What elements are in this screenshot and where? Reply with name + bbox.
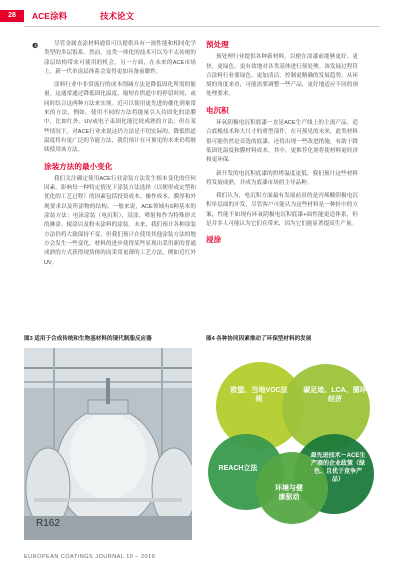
page-number: 28	[0, 10, 24, 22]
label-reach: REACH立法	[218, 465, 258, 472]
left-column	[44, 40, 196, 272]
right-paragraph-1: 预处理行业提供各种新材料，以便在涂漆前能够更好、更快、更绿色、更有效地对各类基体进行预处理。该发展过程符合涂料行业要绿色、更加清洁、控制更精确的发展趋势，从环境的角度来看，可能需要调整一些产品，更好地适应不同的预处理要求。	[206, 54, 358, 98]
figure3-caption: 图3 适用于合成传统和生物基材料的现代制脂反应器	[24, 336, 152, 342]
right-column	[206, 40, 358, 249]
bullet-marker: ❸	[32, 43, 39, 50]
left-paragraph-1: 尽管金属直涂材料通常可以提供具有一流性能和相同化学类型的多层饭系。然而，这类一体化的技术可以为不太传统的涂层结构带来可使用的机会。另一方面，在未来的ACE市场上，新一代单涂层体系会变得更加具备前瞻性。	[44, 41, 196, 75]
right-heading-electrodeposition: 电沉积	[206, 105, 229, 115]
label-technology: 最先进技术－ACE生产商的企业政策（绿色、且优于竞争产品）	[310, 453, 366, 483]
label-voc-regulation: 欧盟、当地VOC法规	[230, 387, 288, 403]
right-paragraph-3: 新开发的电沉积底漆的烘烤温度更低，我们预计这些材料将发展成熟，并成为底漆市场的主导品种。	[206, 170, 358, 186]
journal-footer: EUROPEAN COATINGS JOURNAL 10 – 2019	[24, 554, 156, 560]
figure3-reactor-photo	[24, 348, 192, 540]
right-paragraph-2: 环氧阴极电沉积底漆一直是ACE生产线上的主流产品，适合底橡技术和大尺寸的重型部件，在可预见的未来，此类材料很可能仍然是首选的底漆。还将出现一些改进措施，有助于降低固化温度和膜材料成本，其中，更推荐化剂将使材料更经济和更环保。	[206, 120, 358, 164]
figure4-diagram	[206, 348, 378, 540]
left-paragraph-3: 我们关注确定使用ACE行业涂装方法发生根本变化的任何因素。影响每一种特定情况下涂装方法选择（以便形成定型和优化的工艺过程）的因素包括投资成本、操作成本、膜厚和外观要求以及所涂物的结构。一般来说，ACE领域有6种基本的涂装方法：电泳涂装（电沉积）、浸涂、喷射和作为特殊形式的淋涂、辊涂以及粉末涂料的涂装。未来，我们预计各种涂装方法仍将大致保持不变，但我们预计在使用其他涂装方法的地方会发生一些变化。材料的进步使得某些显现出采用新的普通成熟的方式获得现货体的而采用更薄的工艺方法，例如近红外UV。	[44, 175, 196, 266]
figure4-caption: 图4 各种协同因素推动了环保型材料的发展	[206, 336, 312, 342]
section-title: ACE涂料	[32, 11, 67, 21]
left-heading-coating-methods: 涂装方法的最小变化	[44, 161, 113, 171]
reactor-illustration	[24, 348, 192, 540]
label-environment-health: 环境与健康驱动	[275, 485, 303, 501]
vessel-label: R162	[36, 518, 60, 529]
right-paragraph-4: 我们认为，电沉积方面最有发展前景的是丙烯酸阴极电沉积单层面的开发，尽管客户可能认为这些材料是一种折中的方案，性能不如现有环氧阴极电沉积底漆+面性能更适体系，但是并多人可能认为它们在带来，因为它们能显著提高生产量。	[206, 193, 358, 228]
left-paragraph-2: 涂料行业中非常流行的成本削减方法是降低固化所需的能量。这通常通过降低固化温度、缩短在烘道中的停留时间，或同时结合这两种方法来实现。近可以使用更先进的催化剂量常来的方法，例如，使用不同的方法将能量引入待固化的涂膜中，比如红外、UV或电子束固化能比较成熟的方法。但在某些情况下，对ACE行业来说这仍方法是不切实际的。降低烘道温度将有更广泛的节能方法，我们预计在可预见的未来仍将继续使用该方法。	[44, 82, 196, 154]
label-carbon-footprint: 碳足迹、LCA、循环经济	[303, 387, 367, 403]
right-heading-dipping: 浸涂	[206, 235, 222, 245]
header-divider	[24, 26, 380, 27]
right-heading-pretreatment: 预处理	[206, 40, 229, 49]
category-title: 技术论文	[100, 11, 135, 21]
synergy-diagram	[206, 348, 378, 540]
